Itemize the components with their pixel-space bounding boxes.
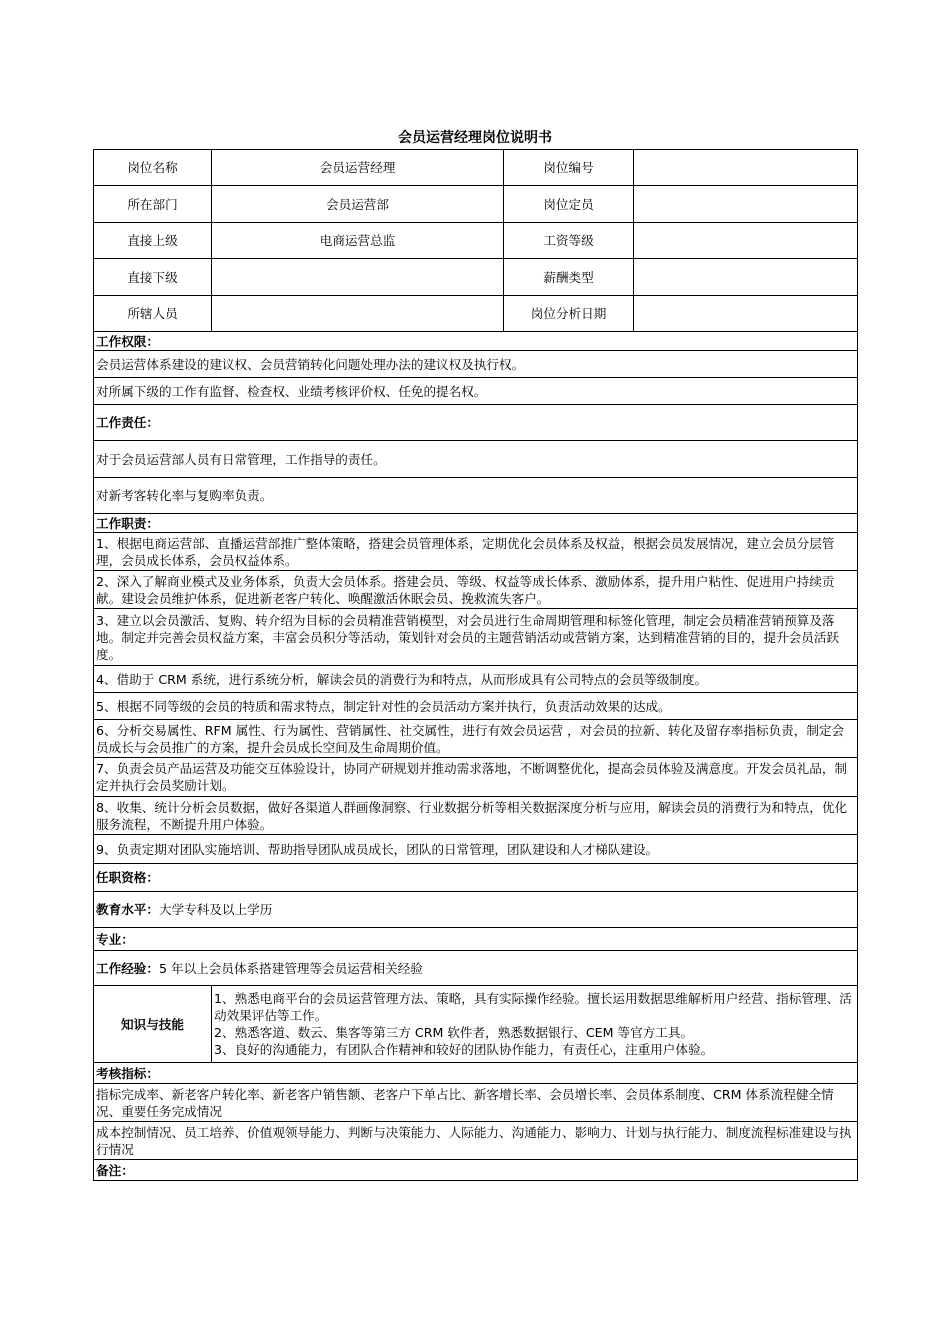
duty-item: 3、建立以会员激活、复购、转介绍为目标的会员精准营销模型，对会员进行生命周期管理和标签化管理，制定会员精准营销预算及落地。制定并完善会员权益方案，丰富会员积分等活动，策划针对会员的主题营销活动或营销方案，达到精准营销的目的，提升会员活跃度。 <box>94 609 858 666</box>
knowledge-item: 2、熟悉客道、数云、集客等第三方 CRM 软件者，熟悉数据银行、CEM 等官方工具。 <box>214 1025 694 1040</box>
assessment-item: 指标完成率、新老客户转化率、新老客户销售额、老客户下单占比、新客增长率、会员增长率、会员体系制度、CRM 体系流程健全情况、重要任务完成情况 <box>94 1084 858 1122</box>
duty-item: 7、负责会员产品运营及功能交互体验设计，协同产研规划并推动需求落地，不断调整优化，提高会员体验及满意度。开发会员礼品，制定并执行会员奖励计划。 <box>94 758 858 797</box>
qualification-header: 任职资格： <box>94 864 858 892</box>
subordinate-value <box>212 259 504 296</box>
position-name-value: 会员运营经理 <box>212 150 504 186</box>
grade-label: 工资等级 <box>504 223 634 259</box>
duty-item: 8、收集、统计分析会员数据，做好各渠道人群画像洞察、行业数据分析等相关数据深度分析与应用，解读会员的消费行为和特点，优化服务流程，不断提升用户体验。 <box>94 797 858 835</box>
experience-value: 5 年以上会员体系搭建管理等会员运营相关经验 <box>158 960 423 976</box>
quota-label: 岗位定员 <box>504 186 634 223</box>
duty-item: 5、根据不同等级的会员的特质和需求特点，制定针对性的会员活动方案并执行，负责活动效果的达成。 <box>94 693 858 720</box>
dept-value: 会员运营部 <box>212 186 504 223</box>
education-label: 教育水平： <box>96 902 159 917</box>
position-no-label: 岗位编号 <box>504 150 634 186</box>
subordinate-label: 直接下级 <box>94 259 212 296</box>
document-title: 会员运营经理岗位说明书 <box>398 130 552 146</box>
assessment-item: 成本控制情况、员工培养、价值观领导能力、判断与决策能力、人际能力、沟通能力、影响力、计划与执行能力、制度流程标准建设与执行情况 <box>94 1122 858 1160</box>
education-row <box>94 892 858 928</box>
analysis-date-value <box>634 296 858 332</box>
experience-row <box>94 951 858 986</box>
position-name-label: 岗位名称 <box>94 150 212 186</box>
knowledge-item: 3、良好的沟通能力，有团队合作精神和较好的团队协作能力，有责任心，注重用户体验。 <box>214 1042 714 1057</box>
remark-header: 备注： <box>94 1160 858 1181</box>
staff-label: 所辖人员 <box>94 296 212 332</box>
job-description-table <box>93 149 858 1181</box>
analysis-date-label: 岗位分析日期 <box>504 296 634 332</box>
duty-item: 9、负责定期对团队实施培训、帮助指导团队成员成长，团队的日常管理，团队建设和人才梯队建设。 <box>94 835 858 864</box>
authority-header: 工作权限： <box>94 332 858 351</box>
knowledge-items <box>212 986 858 1063</box>
position-no-value <box>634 150 858 186</box>
quota-value <box>634 186 858 223</box>
education-value: 大学专科及以上学历 <box>158 902 273 917</box>
superior-label: 直接上级 <box>94 223 212 259</box>
authority-item: 会员运营体系建设的建议权、会员营销转化问题处理办法的建议权及执行权。 <box>94 351 858 378</box>
grade-value <box>634 223 858 259</box>
duties-header: 工作职责： <box>94 514 858 533</box>
responsibility-item: 对新考客转化率与复购率负责。 <box>94 478 858 514</box>
authority-item: 对所属下级的工作有监督、检查权、业绩考核评价权、任免的提名权。 <box>94 378 858 405</box>
responsibility-header: 工作责任： <box>94 405 858 441</box>
assessment-header: 考核指标： <box>94 1063 858 1084</box>
major-row <box>94 928 858 951</box>
duty-item: 1、根据电商运营部、直播运营部推广整体策略，搭建会员管理体系，定期优化会员体系及权益，根据会员发展情况，建立会员分层管理，会员成长体系，会员权益体系。 <box>94 533 858 571</box>
staff-value <box>212 296 504 332</box>
knowledge-item: 1、熟悉电商平台的会员运营管理方法、策略，具有实际操作经验。擅长运用数据思维解析用户经营、指标管理、活动效果评估等工作。 <box>214 991 852 1023</box>
dept-label: 所在部门 <box>94 186 212 223</box>
salary-type-value <box>634 259 858 296</box>
knowledge-label: 知识与技能 <box>94 986 212 1063</box>
experience-label: 工作经验： <box>96 960 159 976</box>
duty-item: 4、借助于 CRM 系统，进行系统分析，解读会员的消费行为和特点，从而形成具有公司特点的会员等级制度。 <box>94 666 858 693</box>
superior-value: 电商运营总监 <box>212 223 504 259</box>
major-label: 专业： <box>96 931 134 947</box>
salary-type-label: 薪酬类型 <box>504 259 634 296</box>
responsibility-item: 对于会员运营部人员有日常管理，工作指导的责任。 <box>94 441 858 478</box>
duty-item: 2、深入了解商业模式及业务体系，负责大会员体系。搭建会员、等级、权益等成长体系、激励体系，提升用户粘性、促进用户持续贡献。建设会员维护体系，促进新老客户转化、唤醒激活休眠会员、挽救流失客户。 <box>94 571 858 609</box>
duty-item: 6、分析交易属性、RFM 属性、行为属性、营销属性、社交属性，进行有效会员运营 ，对会员的拉新、转化及留存率指标负责，制定会员成长与会员推广的方案，提升会员成长空间及生命周期价值。 <box>94 720 858 758</box>
